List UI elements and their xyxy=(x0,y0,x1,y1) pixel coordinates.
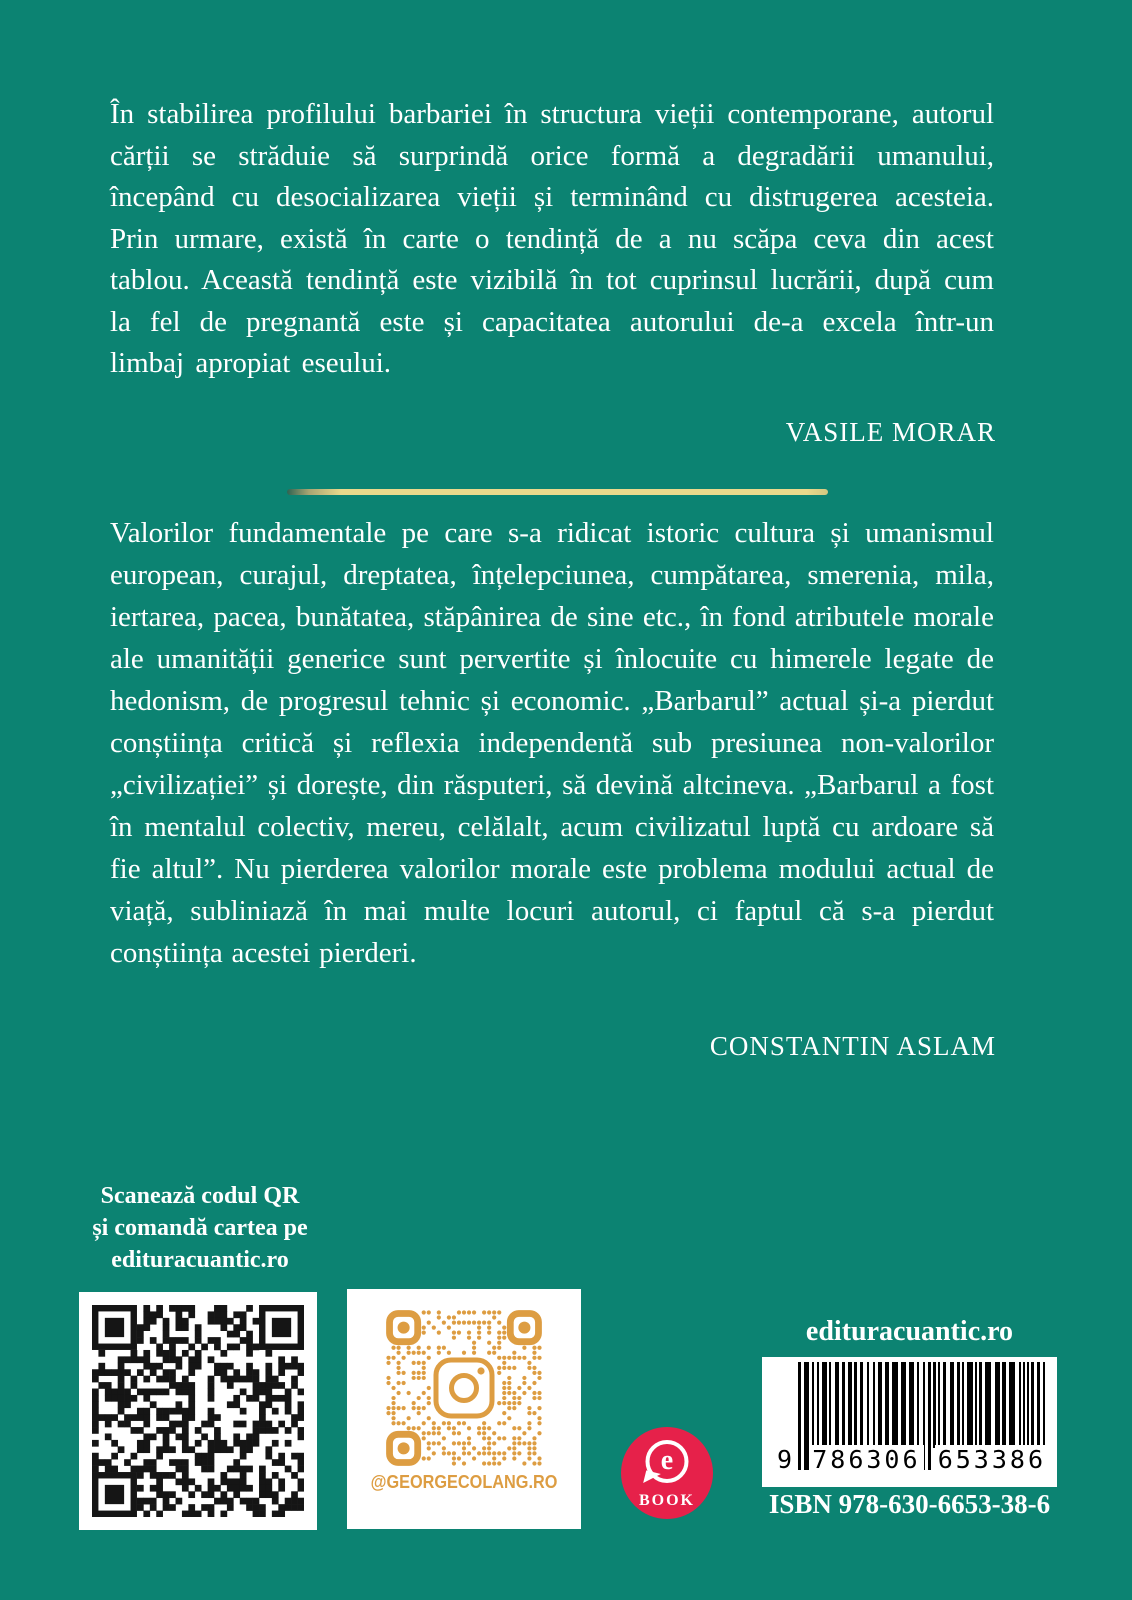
quote2-text: Valorilor fundamentale pe care s-a ridicat istoric cultura și umanismul european, curajul, dreptatea, înțelepciunea, cumpătarea, smerenia, mila, iertarea, pacea, bunătatea, stăpânirea de sine etc., în fond atributele morale ale umanității generice sunt pervertite și înlocuite cu himerele legate de hedonism, de progresul tehnic și economic. „Barbarul” actual și-a pierdut conștiința critică și reflexia independentă sub presiunea non-valorilor „civilizației” și dorește, din răsputeri, să devină altcineva. „Barbarul a fost în mentalul colectiv, mereu, celălalt, acum civilizatul luptă cu ardoare să fie altul”. Nu pierderea valorilor morale este problema modului actual de viață, subliniază în mai multe locuri autorul, ci faptul că s-a pierdut conștiința acestei pierderi. xyxy=(110,517,994,969)
barcode-prefix-digit: 9 xyxy=(777,1445,796,1474)
ebook-label: BOOK xyxy=(638,1492,695,1509)
quote2-author: CONSTANTIN ASLAM xyxy=(709,1031,996,1061)
instagram-handle: @GEORGECOLANG.RO xyxy=(370,1471,558,1492)
quote1-author: VASILE MORAR xyxy=(785,417,996,447)
isbn-barcode xyxy=(762,1357,1057,1487)
website-qr-code xyxy=(79,1292,317,1530)
barcode-group1: 786306 xyxy=(809,1445,923,1475)
ebook-speech-bubble-icon xyxy=(646,1440,689,1483)
scan-instructions xyxy=(55,1180,345,1276)
isbn-text: ISBN 978-630-6653-38-6 xyxy=(768,1489,1051,1519)
ebook-badge xyxy=(621,1427,713,1519)
speech-bubble-tail xyxy=(643,1470,661,1486)
barcode-digits xyxy=(762,1445,1057,1475)
ebook-letter: e xyxy=(660,1444,674,1476)
barcode-group2: 653386 xyxy=(935,1445,1049,1475)
scan-line-1: Scanează codul QR xyxy=(100,1183,300,1209)
publisher-website: edituracuantic.ro xyxy=(805,1316,1014,1347)
instagram-qr-code xyxy=(347,1289,581,1529)
scan-line-3: edituracuantic.ro xyxy=(111,1247,289,1273)
quote1-text: În stabilirea profilului barbariei în structura vieții contemporane, autorul cărții se străduie să surprindă orice formă a degradării umanului, începând cu desocializarea vieții și terminând cu distrugerea acesteia. Prin urmare, există în carte o tendință de a nu scăpa ceva din acest tablou. Această tendință este vizibilă în tot cuprinsul lucrării, după cum la fel de pregnantă este și capacitatea autorului de-a excela într-un limbaj apropiat eseului. xyxy=(110,98,994,379)
scan-line-2: și comandă cartea pe xyxy=(92,1215,308,1241)
divider-line xyxy=(287,489,828,495)
instagram-qr-icon xyxy=(386,1310,542,1466)
qr-code-icon xyxy=(92,1305,304,1517)
